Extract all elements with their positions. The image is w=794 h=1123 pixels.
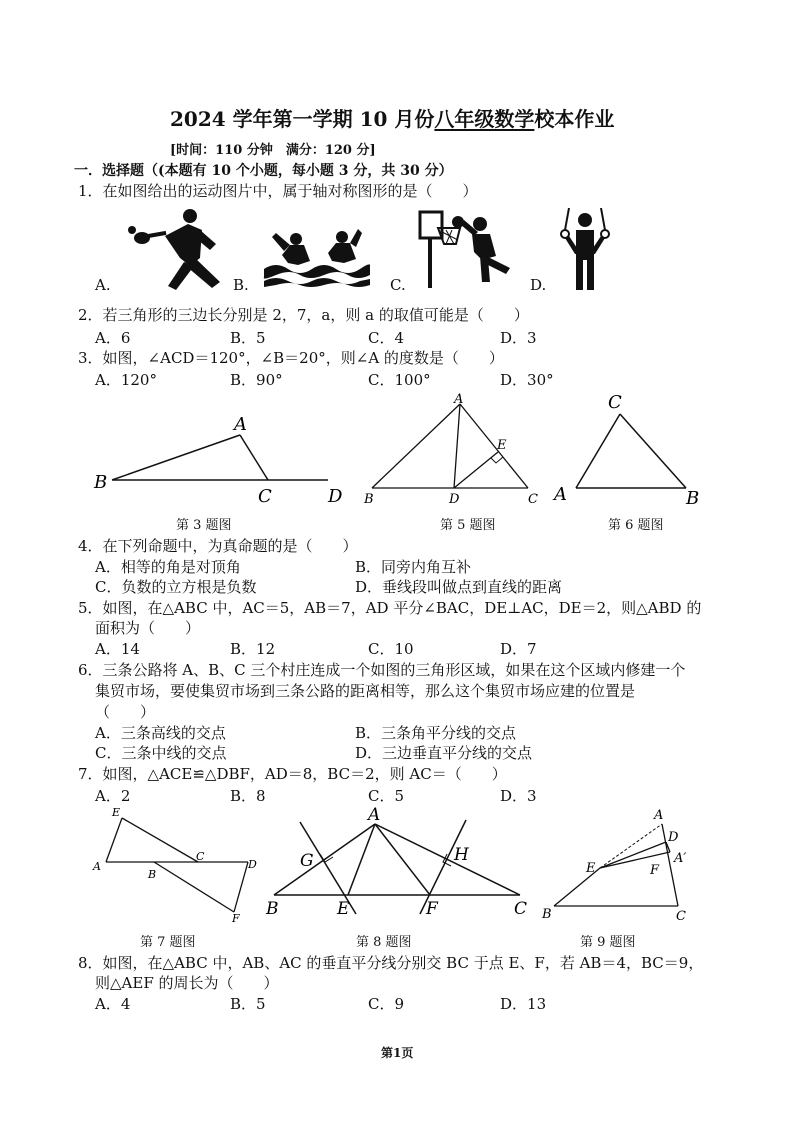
figure-q8 [262,802,537,927]
q3-option-c: C．100° [368,371,431,389]
question-6-stem: 6．三条公路将 A、B、C 三个村庄连成一个如图的三角形区域，如果在这个区域内修建一个 [78,661,686,679]
fig9-label-a: A [654,808,664,823]
q6-option-d: D．三边垂直平分线的交点 [355,744,533,762]
fig5-label-a: A [454,392,464,407]
fig5-label-c: C [528,492,538,507]
fig9-label-d: D [668,830,679,845]
q4-option-a: A．相等的角是对顶角 [95,558,241,576]
q8-option-c: C．9 [368,995,405,1013]
title-pre: 2024 学年第一学期 10 月份 [170,107,435,131]
fig7-label-f: F [232,912,240,925]
exam-info: [时间：110 分钟 满分：120 分] [170,143,376,158]
fig3-label-a: A [234,414,247,435]
figure-q9 [538,802,708,927]
page-title [170,103,614,132]
fig7-label-e: E [112,806,121,819]
q2-option-c: C．4 [368,329,405,347]
figure-q3 [90,410,350,510]
fig9-label-f: F [650,863,660,878]
q2-option-b: B．5 [230,329,266,347]
figure-q3-caption: 第 3 题图 [176,518,232,533]
q6-option-b: B．三条角平分线的交点 [355,724,517,742]
q7-option-a: A．2 [95,787,131,805]
figure-q7-caption: 第 7 题图 [140,935,196,950]
figure-q6 [550,386,710,510]
q5-option-d: D．7 [500,640,537,658]
question-5-stem: 5．如图，在△ABC 中，AC＝5，AB＝7，AD 平分∠BAC，DE⊥AC，DE＝2，则△ABD 的 [78,599,702,617]
fig7-label-d: D [248,858,257,871]
q1-option-c-label: C. [390,276,406,294]
fig9-label-c: C [676,909,686,924]
question-6-answer-bracket: （ ） [95,703,156,721]
figure-q5-caption: 第 5 题图 [440,518,496,533]
fig7-label-a: A [93,860,101,873]
table-tennis-player-icon [120,208,230,292]
q1-option-a-label: A. [95,276,111,294]
fig8-label-b: B [266,899,279,919]
question-8-stem: 8．如图，在△ABC 中，AB、AC 的垂直平分线分别交 BC 于点 E、F，若 AB＝4，BC＝9， [78,954,704,972]
q8-option-a: A．4 [95,995,131,1013]
figure-q5 [358,390,548,510]
fig8-label-c: C [514,899,528,919]
q6-option-a: A．三条高线的交点 [95,724,226,742]
q8-option-b: B．5 [230,995,266,1013]
q1-option-d-label: D. [530,276,547,294]
q5-option-c: C．10 [368,640,414,658]
q2-option-d: D．3 [500,329,537,347]
q4-option-b: B．同旁内角互补 [355,558,472,576]
page-number: 第1页 [381,1046,414,1060]
fig6-label-a: A [554,484,567,505]
q1-option-b-label: B. [233,276,249,294]
question-2-stem: 2．若三角形的三边长分别是 2，7，a，则 a 的取值可能是（ ） [78,306,529,324]
q6-option-c: C．三条中线的交点 [95,744,227,762]
question-8-stem-cont: 则△AEF 的周长为（ ） [95,974,279,992]
fig9-label-e: E [586,861,596,876]
fig7-label-b: B [148,868,157,881]
q8-option-d: D．13 [500,995,547,1013]
fig5-label-d: D [449,492,460,507]
question-7-stem: 7．如图，△ACE≌△DBF，AD＝8，BC＝2，则 AC＝（ ） [78,765,507,783]
figure-q8-caption: 第 8 题图 [356,935,412,950]
fig6-label-c: C [608,392,622,413]
fig5-label-b: B [364,492,374,507]
figure-q6-caption: 第 6 题图 [608,518,664,533]
figure-q9-caption: 第 9 题图 [580,935,636,950]
fig8-label-g: G [300,851,314,871]
fig9-label-b: B [542,907,552,922]
question-3-stem: 3．如图，∠ACD＝120°，∠B＝20°，则∠A 的度数是（ ） [78,349,504,367]
question-5-stem-cont: 面积为（ ） [95,619,201,637]
question-4-stem: 4．在下列命题中，为真命题的是（ ） [78,537,358,555]
question-6-stem-cont: 集贸市场，要使集贸市场到三条公路的距离相等，那么这个集贸市场应建的位置是 [95,682,636,700]
q3-option-a: A．120° [95,371,157,389]
question-1-stem: 1．在如图给出的运动图片中，属于轴对称图形的是（ ） [78,182,478,200]
title-underlined: 八年级数学 [434,107,535,131]
q5-option-b: B．12 [230,640,276,658]
fig8-label-h: H [454,845,469,865]
fig8-label-e: E [337,899,350,919]
q3-option-d: D．30° [500,371,554,389]
fig3-label-c: C [258,486,272,507]
gymnast-rings-icon [555,208,615,292]
synchronized-swimmers-icon [262,225,370,289]
fig3-label-d: D [328,486,343,507]
q2-option-a: A．6 [95,329,131,347]
q3-option-b: B．90° [230,371,283,389]
section-heading: 一．选择题（(本题有 10 个小题，每小题 3 分，共 30 分） [74,163,453,179]
fig5-label-e: E [497,438,507,453]
fig8-label-a: A [368,805,381,825]
fig7-label-c: C [196,850,205,863]
fig8-label-f: F [426,899,438,919]
title-post: 校本作业 [534,107,615,131]
fig3-label-b: B [94,472,108,493]
fig6-label-b: B [686,488,700,509]
fig9-label-a-prime: A′ [674,851,687,866]
q7-option-b: B．8 [230,787,266,805]
q4-option-d: D．垂线段叫做点到直线的距离 [355,578,563,596]
q7-option-c: C．5 [368,787,405,805]
q7-option-d: D．3 [500,787,537,805]
basketball-dunk-icon [416,210,516,288]
q4-option-c: C．负数的立方根是负数 [95,578,257,596]
figure-q7 [88,802,268,927]
q5-option-a: A．14 [95,640,140,658]
